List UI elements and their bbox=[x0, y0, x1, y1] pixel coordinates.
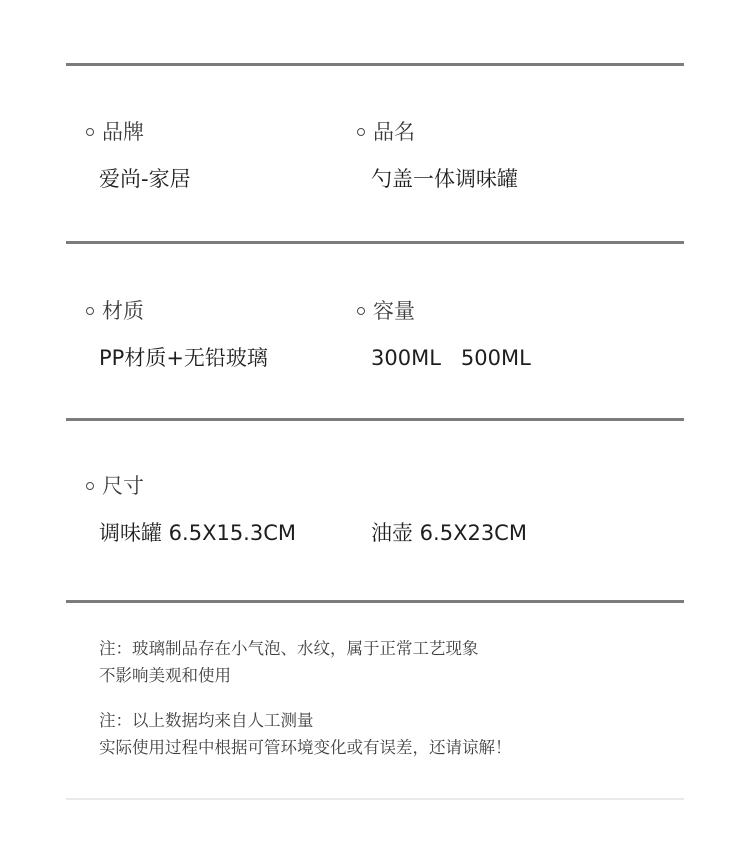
spec-label-material bbox=[86, 297, 144, 325]
note-measure-line1: 注：以上数据均来自人工测量 bbox=[99, 711, 314, 730]
divider-bottom bbox=[66, 798, 684, 800]
bullet-circle-icon bbox=[86, 482, 94, 490]
divider-3 bbox=[66, 600, 684, 603]
spec-value-size-oil-pot: 油壶 6.5X23CM bbox=[371, 521, 527, 545]
divider-2 bbox=[66, 418, 684, 421]
spec-value-material: PP材质+无铅玻璃 bbox=[99, 346, 268, 370]
spec-label-size bbox=[86, 472, 144, 500]
bullet-circle-icon bbox=[86, 307, 94, 315]
note-glass-line1: 注：玻璃制品存在小气泡、水纹，属于正常工艺现象 bbox=[99, 639, 479, 658]
spec-label-text: 尺寸 bbox=[102, 474, 144, 498]
spec-value-product-name: 勺盖一体调味罐 bbox=[371, 167, 518, 191]
spec-label-text: 材质 bbox=[102, 299, 144, 323]
spec-label-text: 品名 bbox=[373, 120, 415, 144]
spec-label-product-name bbox=[357, 118, 415, 146]
note-glass-line2: 不影响美观和使用 bbox=[99, 666, 231, 685]
spec-label-brand bbox=[86, 118, 144, 146]
divider-1 bbox=[66, 241, 684, 244]
spec-value-capacity: 300ML 500ML bbox=[371, 346, 531, 370]
spec-value-brand: 爱尚-家居 bbox=[99, 167, 191, 191]
bullet-circle-icon bbox=[357, 307, 365, 315]
bullet-circle-icon bbox=[357, 128, 365, 136]
divider-top bbox=[66, 63, 684, 66]
spec-label-text: 容量 bbox=[373, 299, 415, 323]
spec-label-capacity bbox=[357, 297, 415, 325]
spec-label-text: 品牌 bbox=[102, 120, 144, 144]
spec-value-size-jar: 调味罐 6.5X15.3CM bbox=[99, 521, 296, 545]
note-measure-line2: 实际使用过程中根据可管环境变化或有误差，还请谅解！ bbox=[99, 738, 512, 757]
bullet-circle-icon bbox=[86, 128, 94, 136]
